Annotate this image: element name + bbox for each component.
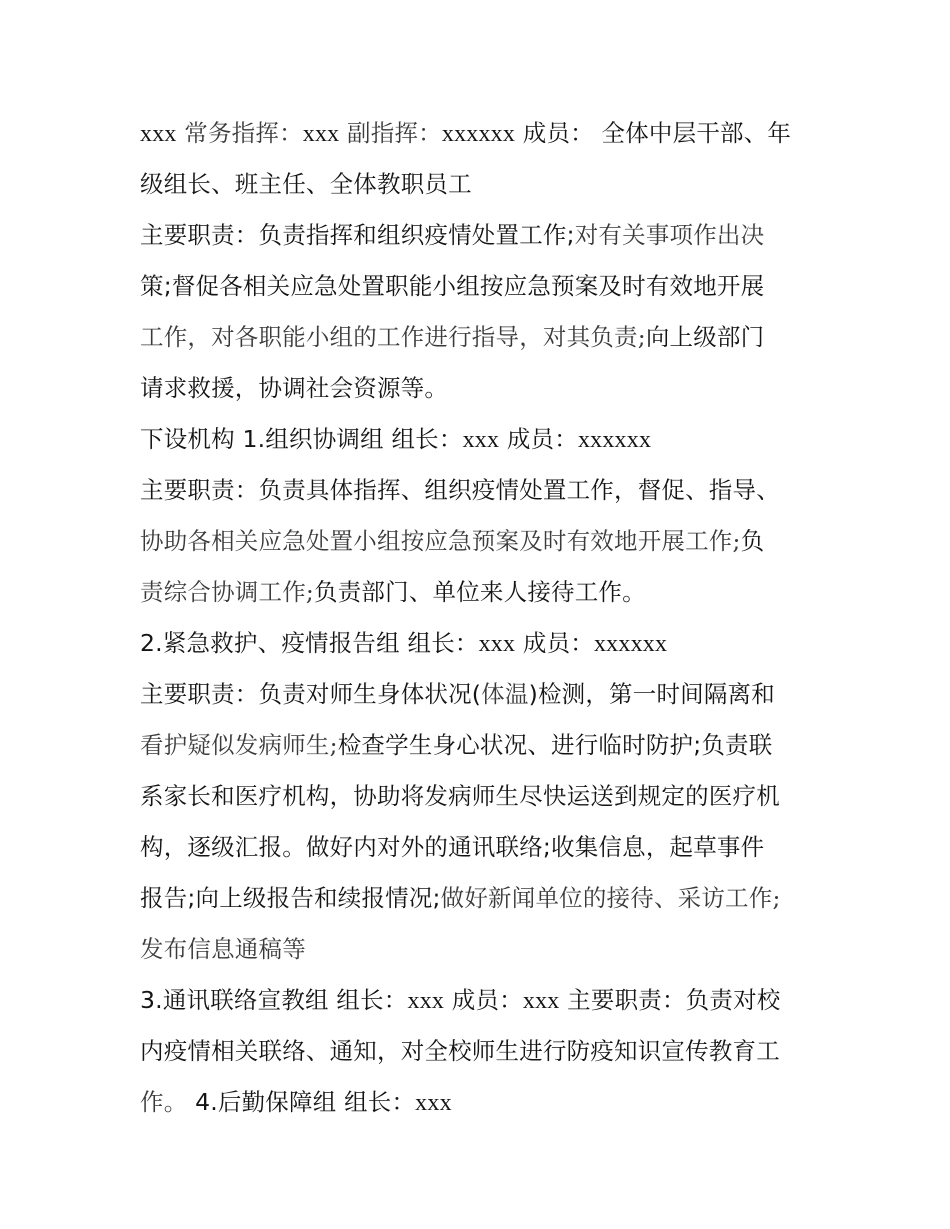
- text-line: [140, 261, 820, 312]
- text-segment: 责综合协调工作;: [140, 578, 315, 606]
- text-segment: 主要职责：负责具体指挥、组织疫情处置工作，督促、指导、: [140, 476, 780, 504]
- text-line: [140, 567, 820, 618]
- text-segment: 副指挥：: [339, 119, 442, 147]
- text-segment: 成员：: [444, 986, 523, 1014]
- text-segment: 常务指挥：: [176, 119, 303, 147]
- text-line: [140, 108, 820, 159]
- text-line: [140, 1077, 820, 1128]
- text-line: [140, 363, 820, 414]
- text-segment: 4.后勤保障组 组长：: [195, 1088, 416, 1116]
- text-segment: 2.紧急救护、疫情报告组 组长：: [140, 629, 479, 657]
- text-segment: 负责部门、单位来人接待工作。: [314, 578, 646, 606]
- text-segment: 请求救援，协调社会资源等。: [140, 374, 449, 402]
- text-segment: 策;督促各相关应急处置职能小组按应急预案及时有效地开展: [140, 272, 765, 300]
- text-segment: 构，逐级汇报。做好内对外的通讯联络;收集信息，起草事件: [140, 833, 765, 861]
- text-line: [140, 924, 820, 975]
- text-segment: 内疫情相关联络、通知，对全校师生进行防疫知识宣传教育工: [140, 1037, 780, 1065]
- text-segment: xxx: [302, 121, 340, 147]
- text-segment: xxx: [407, 988, 445, 1014]
- text-segment: xxx: [462, 427, 500, 453]
- text-line: [140, 312, 820, 363]
- text-line: [140, 720, 820, 771]
- text-segment: 下设机构 1.组织协调组 组长：: [140, 425, 463, 453]
- text-line: [140, 975, 820, 1026]
- text-segment: 成员： 全体中层干部、年: [515, 119, 792, 147]
- text-line: [140, 465, 820, 516]
- text-line: [140, 210, 820, 261]
- text-segment: xxx: [522, 988, 560, 1014]
- text-segment: xxx: [415, 1090, 452, 1116]
- text-segment: xxxxxx: [441, 121, 516, 147]
- text-segment: 看护疑似发病师生;: [140, 731, 338, 759]
- text-segment: 作。: [140, 1088, 196, 1116]
- text-segment: 协助各相关应急处置小组按应急预案及时有效地开展工作;: [140, 527, 741, 555]
- text-segment: 成员：: [499, 425, 578, 453]
- text-segment: xxx: [140, 121, 177, 147]
- text-line: [140, 822, 820, 873]
- text-segment: 发布信息通稿等: [140, 935, 306, 963]
- text-segment: 工作，对各职能小组的工作进行指导，对其负责;: [140, 323, 646, 351]
- text-segment: 系家长和医疗机构，协助将发病师生尽快运送到规定的医疗机: [140, 782, 780, 810]
- text-line: [140, 771, 820, 822]
- text-segment: xxxxxx: [593, 631, 668, 657]
- text-segment: xxx: [478, 631, 516, 657]
- text-segment: 做好新闻单位的接待、采访工作;: [440, 884, 781, 912]
- text-segment: )检测，第一时间隔离和: [528, 680, 775, 708]
- document-body: [140, 108, 820, 1128]
- text-line: [140, 1026, 820, 1077]
- text-segment: 3.通讯联络宣教组 组长：: [140, 986, 408, 1014]
- text-segment: xxxxxx: [577, 427, 652, 453]
- text-segment: 体温: [481, 680, 529, 708]
- text-segment: 检查学生身心状况、进行临时防护;负责联: [337, 731, 773, 759]
- text-segment: 级组长、班主任、全体教职员工: [140, 170, 472, 198]
- text-segment: 主要职责：负责指挥和组织疫情处置工作;: [140, 221, 575, 249]
- text-line: [140, 618, 820, 669]
- text-segment: 对有关事项作出决: [574, 221, 765, 249]
- text-segment: 成员：: [515, 629, 594, 657]
- text-line: [140, 516, 820, 567]
- text-line: [140, 873, 820, 924]
- text-segment: 向上级部门: [645, 323, 765, 351]
- text-line: [140, 669, 820, 720]
- text-segment: 负: [740, 527, 765, 555]
- text-line: [140, 414, 820, 465]
- text-line: [140, 159, 820, 210]
- text-segment: 主要职责：负责对校: [559, 986, 781, 1014]
- text-segment: 报告;向上级报告和续报情况;: [140, 884, 441, 912]
- text-segment: 主要职责：负责对师生身体状况(: [140, 680, 482, 708]
